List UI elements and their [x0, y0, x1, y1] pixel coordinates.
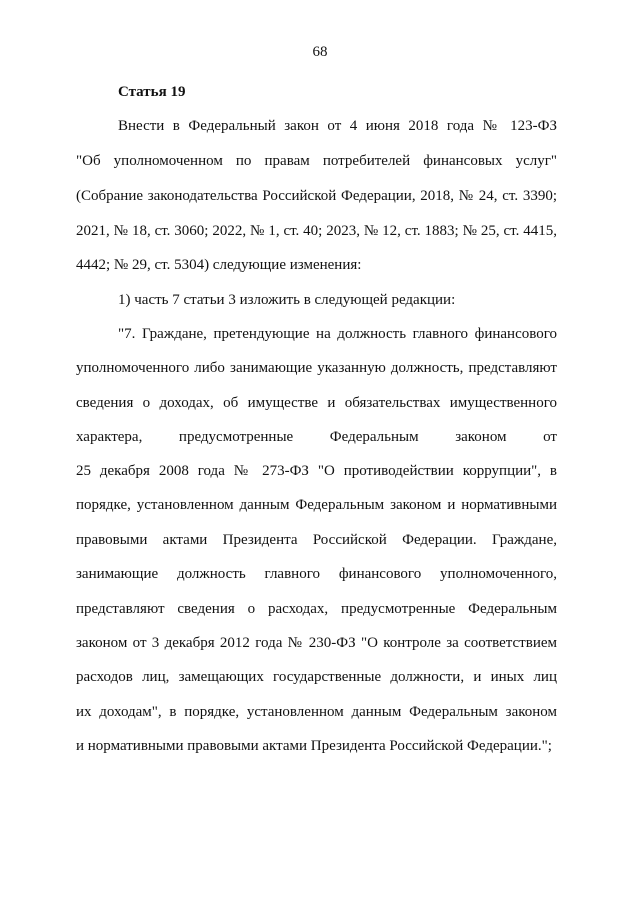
paragraph-line: представляют сведения о расходах, предусмотренные Федеральным	[76, 601, 557, 617]
paragraph-line: уполномоченного либо занимающие указанную должность, представляют	[76, 360, 557, 376]
paragraph-line: правовыми актами Президента Российской Федерации. Граждане,	[76, 532, 557, 548]
paragraph-line: порядке, установленном данным Федеральным законом и нормативными	[76, 497, 557, 513]
paragraph-line: законом от 3 декабря 2012 года № 230-ФЗ "О контроле за соответствием	[76, 635, 557, 651]
paragraph-line: 1) часть 7 статьи 3 изложить в следующей редакции:	[118, 292, 456, 308]
paragraph-line: расходов лиц, замещающих государственные должности, и иных лиц	[76, 669, 557, 685]
paragraph-line: и нормативными правовыми актами Президента Российской Федерации.";	[76, 738, 552, 754]
paragraph-line: занимающие должность главного финансового уполномоченного,	[76, 566, 557, 582]
article-heading: Статья 19	[118, 84, 186, 100]
page-number: 68	[312, 44, 328, 60]
paragraph-line: их доходам", в порядке, установленном данным Федеральным законом	[76, 704, 557, 720]
paragraph-line: характера, предусмотренные Федеральным законом от	[76, 429, 557, 445]
paragraph-line: "7. Граждане, претендующие на должность главного финансового	[118, 326, 557, 342]
paragraph-line: (Собрание законодательства Российской Федерации, 2018, № 24, ст. 3390;	[76, 188, 557, 204]
paragraph-line: 2021, № 18, ст. 3060; 2022, № 1, ст. 40; 2023, № 12, ст. 1883; № 25, ст. 4415,	[76, 223, 557, 239]
paragraph-line: Внести в Федеральный закон от 4 июня 2018 года № 123-ФЗ	[118, 118, 557, 134]
paragraph-line: 25 декабря 2008 года № 273-ФЗ "О противодействии коррупции", в	[76, 463, 557, 479]
paragraph-line: сведения о доходах, об имуществе и обязательствах имущественного	[76, 395, 557, 411]
paragraph-line: "Об уполномоченном по правам потребителей финансовых услуг"	[76, 153, 557, 169]
paragraph-line: 4442; № 29, ст. 5304) следующие изменения:	[76, 257, 362, 273]
